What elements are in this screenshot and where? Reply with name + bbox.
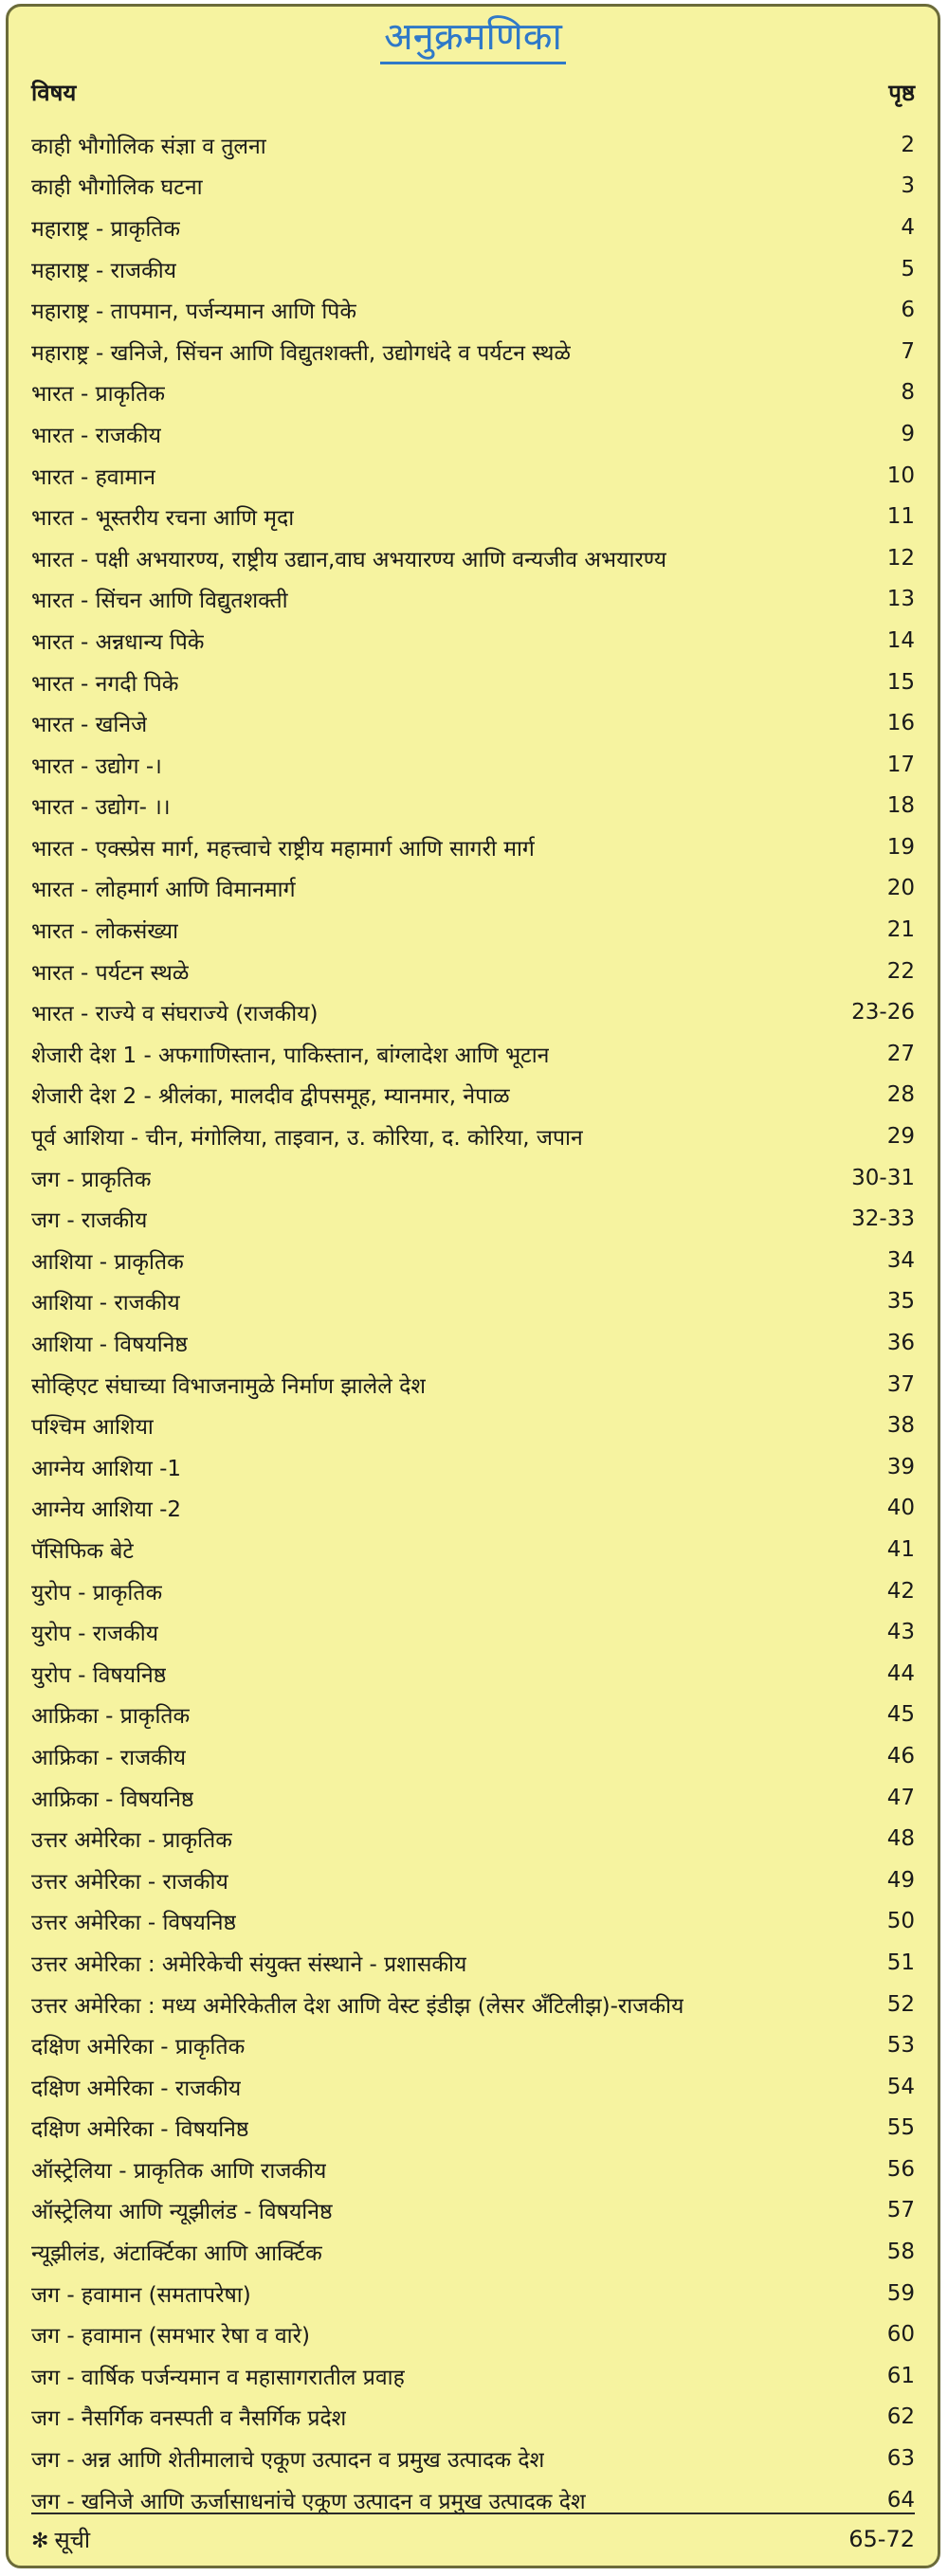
row-page-number: 64: [886, 2487, 915, 2513]
asterisk-icon: ✻: [31, 2529, 49, 2553]
row-page-number: 16: [886, 711, 915, 736]
row-page-number: 8: [901, 380, 915, 406]
contents-row[interactable]: [31, 1281, 915, 1323]
contents-row[interactable]: [31, 2355, 915, 2397]
row-subject: जग - हवामान (समभार रेषा व वारे): [31, 2324, 310, 2349]
row-subject: दक्षिण अमेरिका - प्राकृतिक: [31, 2035, 246, 2060]
contents-row[interactable]: [31, 1611, 915, 1653]
row-page-number: 3: [901, 173, 915, 199]
row-subject: जग - वार्षिक पर्जन्यमान व महासागरातील प्रवाह: [31, 2365, 405, 2390]
row-subject: आफ्रिका - राजकीय: [31, 1745, 187, 1770]
contents-row[interactable]: [31, 496, 915, 537]
row-page-number: 11: [886, 504, 915, 530]
row-page-number: 47: [886, 1785, 915, 1810]
row-subject: आग्नेय आशिया -1: [31, 1456, 182, 1481]
row-subject: जग - अन्न आणि शेतीमालाचे एकूण उत्पादन व प्रमुख उत्पादक देश: [31, 2448, 545, 2474]
row-page-number: 29: [886, 1124, 915, 1150]
contents-row[interactable]: [31, 1653, 915, 1695]
contents-row[interactable]: [31, 744, 915, 786]
row-page-number: 14: [886, 627, 915, 653]
row-page-number: 51: [886, 1950, 915, 1975]
contents-row[interactable]: [31, 124, 915, 166]
row-subject: पॅसिफिक बेटे: [31, 1538, 134, 1564]
contents-row[interactable]: [31, 1157, 915, 1199]
contents-row[interactable]: [31, 1735, 915, 1777]
contents-row[interactable]: [31, 579, 915, 621]
contents-row[interactable]: [31, 1364, 915, 1406]
contents-row[interactable]: [31, 909, 915, 951]
row-subject: काही भौगोलिक संज्ञा व तुलना: [31, 134, 266, 159]
contents-row[interactable]: [31, 248, 915, 290]
contents-row[interactable]: [31, 1529, 915, 1570]
row-page-number: 13: [886, 587, 915, 612]
contents-row[interactable]: [31, 2149, 915, 2190]
row-subject: भारत - पर्यटन स्थळे: [31, 960, 190, 986]
contents-row[interactable]: [31, 1942, 915, 1984]
row-page-number: 61: [886, 2363, 915, 2388]
row-subject: महाराष्ट्र - तापमान, पर्जन्यमान आणि पिके: [31, 299, 357, 325]
contents-row[interactable]: [31, 207, 915, 248]
row-page-number: 9: [901, 421, 915, 446]
contents-row[interactable]: [31, 2313, 915, 2355]
row-page-number: 39: [886, 1454, 915, 1479]
contents-row[interactable]: [31, 1240, 915, 1281]
contents-page: [6, 4, 940, 2568]
contents-list: [31, 124, 915, 2520]
row-subject: भारत - हवामान: [31, 464, 155, 490]
contents-row[interactable]: [31, 1818, 915, 1859]
contents-row[interactable]: [31, 1901, 915, 1943]
row-page-number: 5: [901, 256, 915, 281]
contents-row[interactable]: [31, 2273, 915, 2314]
row-subject: आग्नेय आशिया -2: [31, 1497, 182, 1523]
contents-row[interactable]: [31, 991, 915, 1033]
contents-row[interactable]: [31, 331, 915, 372]
subject-column-header: विषय: [31, 79, 77, 106]
row-page-number: 12: [886, 545, 915, 571]
index-row[interactable]: [31, 2518, 915, 2560]
column-header-row: [31, 73, 915, 111]
row-page-number: 27: [886, 1041, 915, 1066]
row-page-number: 42: [886, 1578, 915, 1604]
row-subject: युरोप - राजकीय: [31, 1622, 159, 1647]
row-page-number: 43: [886, 1620, 915, 1645]
row-page-number: 55: [886, 2115, 915, 2141]
row-page-number: 41: [886, 1536, 915, 1562]
row-page-number: 57: [886, 2198, 915, 2223]
row-page-number: 56: [886, 2156, 915, 2182]
contents-row[interactable]: [31, 537, 915, 579]
row-subject: ऑस्ट्रेलिया आणि न्यूझीलंड - विषयनिष्ठ: [31, 2200, 333, 2225]
row-page-number: 40: [886, 1496, 915, 1521]
row-subject: न्यूझीलंड, अंटार्क्टिका आणि आर्क्टिक: [31, 2241, 322, 2267]
row-subject: भारत - लोहमार्ग आणि विमानमार्ग: [31, 878, 296, 903]
index-page-number: 65-72: [848, 2526, 915, 2552]
row-page-number: 58: [886, 2240, 915, 2265]
row-page-number: 15: [886, 669, 915, 695]
row-subject: भारत - खनिजे: [31, 713, 148, 738]
contents-row[interactable]: [31, 702, 915, 744]
contents-row[interactable]: [31, 1116, 915, 1157]
contents-row[interactable]: [31, 372, 915, 414]
row-page-number: 18: [886, 793, 915, 819]
contents-row[interactable]: [31, 1405, 915, 1446]
row-subject: उत्तर अमेरिका : अमेरिकेची संयुक्त संस्थाने - प्रशासकीय: [31, 1951, 467, 1977]
contents-row[interactable]: [31, 868, 915, 910]
row-subject: उत्तर अमेरिका - राजकीय: [31, 1869, 228, 1895]
row-subject: उत्तर अमेरिका - विषयनिष्ठ: [31, 1911, 237, 1936]
row-page-number: 48: [886, 1826, 915, 1852]
row-subject: आशिया - विषयनिष्ठ: [31, 1333, 188, 1358]
row-page-number: 34: [886, 1247, 915, 1273]
row-subject: पूर्व आशिया - चीन, मंगोलिया, ताइवान, उ. कोरिया, द. कोरिया, जपान: [31, 1126, 583, 1152]
row-subject: आफ्रिका - प्राकृतिक: [31, 1704, 191, 1730]
contents-row[interactable]: [31, 1984, 915, 2025]
contents-row[interactable]: [31, 620, 915, 662]
row-page-number: 35: [886, 1289, 915, 1315]
row-page-number: 37: [886, 1371, 915, 1397]
row-page-number: 45: [886, 1702, 915, 1728]
row-page-number: 54: [886, 2074, 915, 2099]
row-page-number: 4: [901, 214, 915, 240]
row-subject: उत्तर अमेरिका - प्राकृतिक: [31, 1828, 232, 1854]
row-page-number: 44: [886, 1660, 915, 1686]
row-page-number: 59: [886, 2280, 915, 2306]
title-text: अनुक्रमणिका: [380, 14, 566, 64]
row-page-number: 2: [901, 132, 915, 157]
row-page-number: 17: [886, 752, 915, 777]
row-subject: जग - राजकीय: [31, 1208, 148, 1234]
row-page-number: 50: [886, 1909, 915, 1934]
row-subject: आशिया - प्राकृतिक: [31, 1249, 184, 1275]
contents-row[interactable]: [31, 2024, 915, 2066]
row-subject: आशिया - राजकीय: [31, 1291, 180, 1316]
row-subject: काही भौगोलिक घटना: [31, 175, 203, 201]
row-subject: सोव्हिएट संघाच्या विभाजनामुळे निर्माण झालेले देश: [31, 1373, 427, 1399]
row-page-number: 30-31: [851, 1165, 915, 1190]
row-page-number: 10: [886, 463, 915, 488]
row-subject: भारत - भूस्तरीय रचना आणि मृदा: [31, 506, 295, 532]
row-subject: महाराष्ट्र - प्राकृतिक: [31, 216, 181, 242]
row-subject: भारत - उद्योग- ।।: [31, 795, 171, 821]
row-page-number: 53: [886, 2033, 915, 2059]
row-page-number: 23-26: [851, 1000, 915, 1025]
row-page-number: 63: [886, 2446, 915, 2472]
row-subject: भारत - राज्ये व संघराज्ये (राजकीय): [31, 1002, 319, 1027]
row-subject: भारत - पक्षी अभयारण्य, राष्ट्रीय उद्यान,वाघ अभयारण्य आणि वन्यजीव अभयारण्य: [31, 547, 667, 572]
row-page-number: 19: [886, 834, 915, 860]
row-page-number: 49: [886, 1867, 915, 1893]
row-subject: पश्चिम आशिया: [31, 1415, 154, 1441]
row-subject: युरोप - प्राकृतिक: [31, 1580, 163, 1605]
contents-row[interactable]: [31, 1570, 915, 1612]
row-page-number: 36: [886, 1331, 915, 1356]
row-subject: भारत - अन्नधान्य पिके: [31, 629, 205, 655]
row-subject: युरोप - विषयनिष्ठ: [31, 1662, 167, 1688]
contents-row[interactable]: [31, 1075, 915, 1116]
row-subject: भारत - प्राकृतिक: [31, 382, 166, 408]
row-page-number: 46: [886, 1743, 915, 1769]
contents-row[interactable]: [31, 1859, 915, 1901]
contents-row[interactable]: [31, 289, 915, 331]
row-subject: भारत - सिंचन आणि विद्युतशक्ती: [31, 589, 288, 614]
row-subject: शेजारी देश 1 - अफगाणिस्तान, पाकिस्तान, बांग्लादेश आणि भूटान: [31, 1043, 550, 1068]
row-subject: दक्षिण अमेरिका - विषयनिष्ठ: [31, 2117, 249, 2143]
contents-row[interactable]: [31, 1695, 915, 1736]
contents-row[interactable]: [31, 951, 915, 992]
contents-row[interactable]: [31, 662, 915, 703]
contents-row[interactable]: [31, 1488, 915, 1530]
row-page-number: 62: [886, 2404, 915, 2430]
contents-row[interactable]: [31, 2438, 915, 2479]
row-page-number: 7: [901, 338, 915, 364]
row-subject: जग - नैसर्गिक वनस्पती व नैसर्गिक प्रदेश: [31, 2406, 347, 2432]
row-subject: जग - खनिजे आणि ऊर्जासाधनांचे एकूण उत्पादन व प्रमुख उत्पादक देश: [31, 2489, 586, 2514]
row-subject: ऑस्ट्रेलिया - प्राकृतिक आणि राजकीय: [31, 2158, 327, 2184]
contents-row[interactable]: [31, 2066, 915, 2108]
row-page-number: 20: [886, 876, 915, 901]
row-subject: जग - हवामान (समतापरेषा): [31, 2282, 251, 2308]
page-title: [9, 14, 938, 64]
contents-row[interactable]: [31, 2108, 915, 2150]
footer-divider: [31, 2513, 915, 2514]
row-page-number: 22: [886, 958, 915, 984]
contents-row[interactable]: [31, 786, 915, 827]
row-subject: आफ्रिका - विषयनिष्ठ: [31, 1787, 194, 1812]
row-subject: जग - प्राकृतिक: [31, 1167, 152, 1192]
contents-row[interactable]: [31, 1322, 915, 1364]
contents-row[interactable]: [31, 1446, 915, 1488]
row-page-number: 21: [886, 917, 915, 943]
contents-row[interactable]: [31, 455, 915, 497]
row-subject: महाराष्ट्र - राजकीय: [31, 258, 177, 283]
page-column-header: पृष्ठ: [888, 79, 915, 106]
row-subject: भारत - लोकसंख्या: [31, 919, 179, 945]
contents-row[interactable]: [31, 2190, 915, 2232]
row-subject: शेजारी देश 2 - श्रीलंका, मालदीव द्वीपसमूह, म्यानमार, नेपाळ: [31, 1084, 510, 1110]
contents-row[interactable]: [31, 2397, 915, 2439]
row-subject: भारत - राजकीय: [31, 423, 161, 448]
contents-row[interactable]: [31, 1777, 915, 1819]
index-label: सूची: [54, 2526, 91, 2553]
row-subject: भारत - नगदी पिके: [31, 671, 179, 697]
row-page-number: 32-33: [851, 1206, 915, 1232]
index-subject: [31, 2524, 90, 2555]
row-page-number: 38: [886, 1413, 915, 1439]
row-page-number: 52: [886, 1991, 915, 2017]
row-subject: महाराष्ट्र - खनिजे, सिंचन आणि विद्युतशक्ती, उद्योगधंदे व पर्यटन स्थळे: [31, 340, 571, 366]
row-subject: दक्षिण अमेरिका - राजकीय: [31, 2076, 242, 2101]
contents-row[interactable]: [31, 826, 915, 868]
contents-row[interactable]: [31, 1033, 915, 1075]
row-page-number: 28: [886, 1082, 915, 1108]
row-subject: भारत - एक्स्प्रेस मार्ग, महत्त्वाचे राष्ट्रीय महामार्ग आणि सागरी मार्ग: [31, 836, 535, 862]
row-page-number: 60: [886, 2322, 915, 2348]
contents-row[interactable]: [31, 1198, 915, 1240]
row-subject: भारत - उद्योग -।: [31, 753, 162, 779]
row-page-number: 6: [901, 298, 915, 323]
contents-row[interactable]: [31, 2231, 915, 2273]
row-subject: उत्तर अमेरिका : मध्य अमेरिकेतील देश आणि वेस्ट इंडीझ (लेसर अँटिलीझ)-राजकीय: [31, 1993, 684, 2019]
contents-row[interactable]: [31, 413, 915, 455]
contents-row[interactable]: [31, 166, 915, 208]
